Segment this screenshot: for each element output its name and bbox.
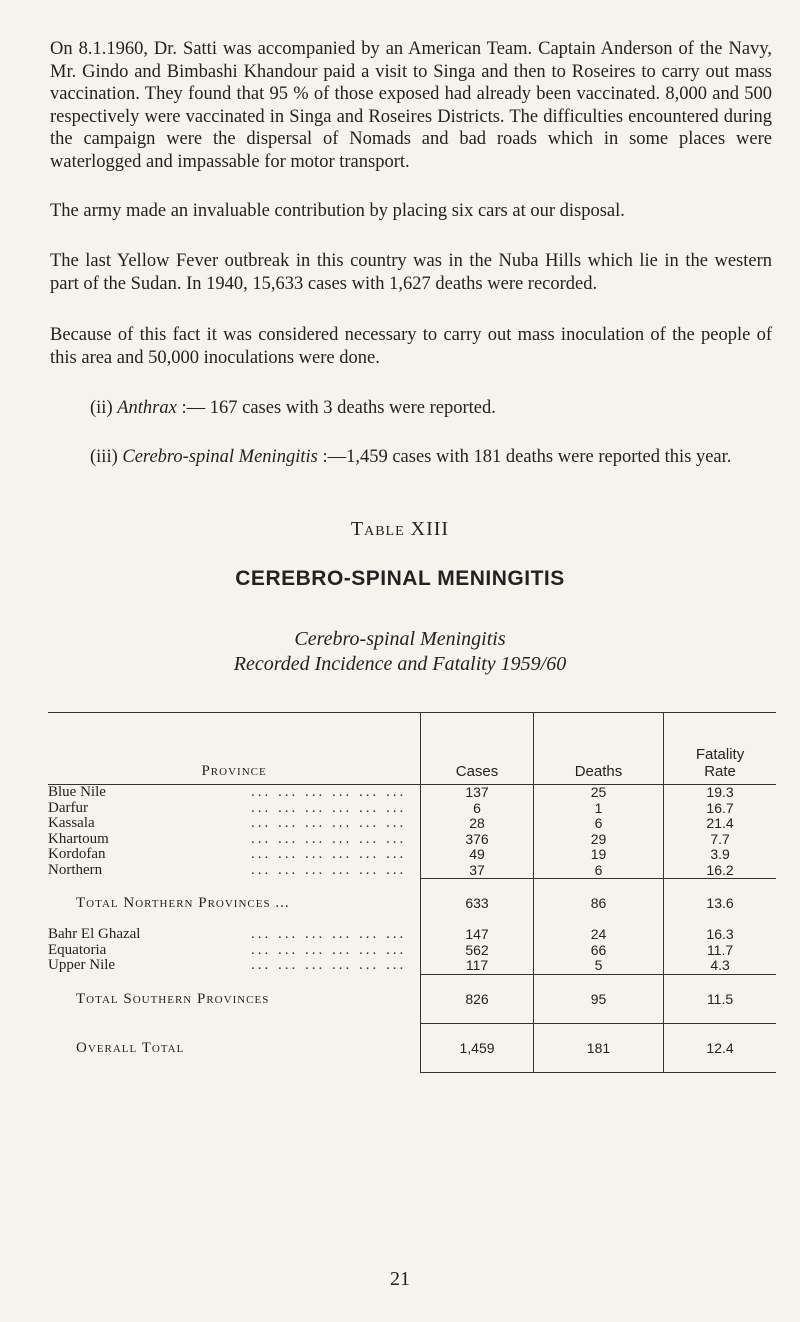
cell-deaths: 5 — [533, 958, 663, 974]
meningitis-prefix: (iii) — [90, 447, 123, 467]
table-row — [48, 943, 776, 959]
total-cases: 826 — [421, 974, 534, 1023]
header-fatality-rate — [664, 713, 776, 785]
table-total-row — [48, 879, 776, 928]
leader-dots: ... ... ... ... ... ... — [250, 862, 407, 878]
cell-rate: 7.7 — [664, 832, 776, 848]
total-rate: 13.6 — [664, 879, 776, 928]
cell-cases: 137 — [421, 785, 534, 801]
meningitis-table — [48, 712, 776, 1073]
paragraph-anthrax — [90, 397, 772, 420]
table-row — [48, 785, 776, 801]
cell-deaths: 25 — [533, 785, 663, 801]
cell-province — [48, 863, 421, 879]
total-deaths: 95 — [533, 974, 663, 1023]
table-row — [48, 863, 776, 879]
header-rate-line2: Rate — [704, 763, 736, 780]
cell-province — [48, 927, 421, 943]
table-subtitle-2: Recorded Incidence and Fatality 1959/60 — [233, 653, 567, 675]
cell-rate: 4.3 — [664, 958, 776, 974]
paragraph-meningitis — [50, 446, 772, 469]
anthrax-prefix: (ii) — [90, 398, 118, 418]
cell-deaths: 1 — [533, 801, 663, 817]
table-total-row — [48, 974, 776, 1023]
table-row — [48, 816, 776, 832]
total-deaths: 86 — [533, 879, 663, 928]
total-label: Total Southern Provinces — [76, 990, 270, 1007]
paragraph-vaccination: On 8.1.1960, Dr. Satti was accompanied by an American Team. Captain Anderson of the Navy, Mr. Gindo and Bimbashi Khandour paid a visit to Singa and then to Roseires to carry out mass vaccination. They found that 95 % of those exposed had already been vaccinated. 8,000 and 500 respectively were vaccinated in Singa and Roseires Districts. The difficulties encountered during the campaign were the dispersal of Nomads and bad roads which in some places were waterlogged and impassable for motor transport. — [50, 39, 772, 172]
table-label: Table XIII — [350, 518, 450, 540]
cell-cases: 37 — [421, 863, 534, 879]
cell-province — [48, 785, 421, 801]
cell-deaths: 29 — [533, 832, 663, 848]
leader-dots: ... ... ... ... ... ... — [250, 831, 407, 847]
paragraph-inoculation: Because of this fact it was considered necessary to carry out mass inoculation of the people of this area and 50,000 inoculations were done. — [50, 325, 772, 368]
table-header-row — [48, 713, 776, 785]
leader-dots: ... ... ... ... ... ... — [250, 958, 407, 974]
anthrax-term: Anthrax — [117, 398, 177, 418]
table-row — [48, 801, 776, 817]
cell-rate: 3.9 — [664, 847, 776, 863]
cell-rate: 19.3 — [664, 785, 776, 801]
cell-cases: 49 — [421, 847, 534, 863]
total-rate: 11.5 — [664, 974, 776, 1023]
total-rate: 12.4 — [664, 1023, 776, 1072]
province-name: Darfur — [48, 800, 88, 816]
header-province: Province — [48, 713, 421, 785]
page-number: 21 — [390, 1268, 410, 1290]
cell-cases: 562 — [421, 943, 534, 959]
leader-dots: ... ... ... ... ... ... — [250, 927, 407, 942]
cell-deaths: 24 — [533, 927, 663, 943]
header-deaths: Deaths — [533, 713, 663, 785]
cell-deaths: 66 — [533, 943, 663, 959]
province-name: Northern — [48, 862, 103, 878]
cell-cases: 376 — [421, 832, 534, 848]
meningitis-term: Cerebro-spinal Meningitis — [122, 447, 318, 467]
cell-province — [48, 816, 421, 832]
leader-dots: ... ... ... ... ... ... — [250, 942, 407, 958]
cell-rate: 16.2 — [664, 863, 776, 879]
cell-deaths: 19 — [533, 847, 663, 863]
province-name: Kassala — [48, 816, 95, 831]
total-label: Total Northern Provinces ... — [76, 894, 290, 911]
table-body — [48, 785, 776, 1073]
table-row — [48, 958, 776, 974]
total-label: Overall Total — [76, 1039, 185, 1056]
cell-rate: 21.4 — [664, 816, 776, 832]
province-name: Bahr El Ghazal — [48, 927, 141, 942]
province-name: Upper Nile — [48, 958, 116, 974]
table-subtitle-1: Cerebro-spinal Meningitis — [294, 628, 506, 650]
total-cases: 1,459 — [421, 1023, 534, 1072]
header-cases: Cases — [421, 713, 534, 785]
table-row — [48, 847, 776, 863]
cell-province — [48, 832, 421, 848]
cell-rate: 16.3 — [664, 927, 776, 943]
cell-province — [48, 847, 421, 863]
cell-cases: 28 — [421, 816, 534, 832]
cell-cases: 117 — [421, 958, 534, 974]
leader-dots: ... ... ... ... ... ... — [250, 784, 407, 800]
cell-deaths: 6 — [533, 816, 663, 832]
cell-deaths: 6 — [533, 863, 663, 879]
paragraph-army: The army made an invaluable contribution by placing six cars at our disposal. — [50, 201, 625, 221]
cell-cases: 147 — [421, 927, 534, 943]
province-name: Blue Nile — [48, 784, 106, 800]
province-name: Equatoria — [48, 942, 107, 958]
header-rate-line1: Fatality — [695, 746, 745, 763]
anthrax-text: :— 167 cases with 3 deaths were reported. — [176, 398, 496, 418]
paragraph-yellow-fever: The last Yellow Fever outbreak in this country was in the Nuba Hills which lie in the western part of the Sudan. In 1940, 15,633 cases with 1,627 deaths were recorded. — [50, 251, 772, 294]
table-total-row — [48, 1023, 776, 1072]
cell-rate: 16.7 — [664, 801, 776, 817]
cell-rate: 11.7 — [664, 943, 776, 959]
province-name: Kordofan — [48, 847, 106, 862]
cell-province — [48, 943, 421, 959]
leader-dots: ... ... ... ... ... ... — [250, 847, 407, 862]
total-deaths: 181 — [533, 1023, 663, 1072]
cell-province — [48, 958, 421, 974]
province-name: Khartoum — [48, 831, 109, 847]
table-row — [48, 927, 776, 943]
table-row — [48, 832, 776, 848]
total-cases: 633 — [421, 879, 534, 928]
table-title: CEREBRO-SPINAL MENINGITIS — [235, 567, 565, 590]
cell-cases: 6 — [421, 801, 534, 817]
cell-province — [48, 801, 421, 817]
leader-dots: ... ... ... ... ... ... — [250, 800, 407, 816]
meningitis-text: :—1,459 cases with 181 deaths were reported this year. — [317, 447, 732, 467]
leader-dots: ... ... ... ... ... ... — [250, 816, 407, 831]
